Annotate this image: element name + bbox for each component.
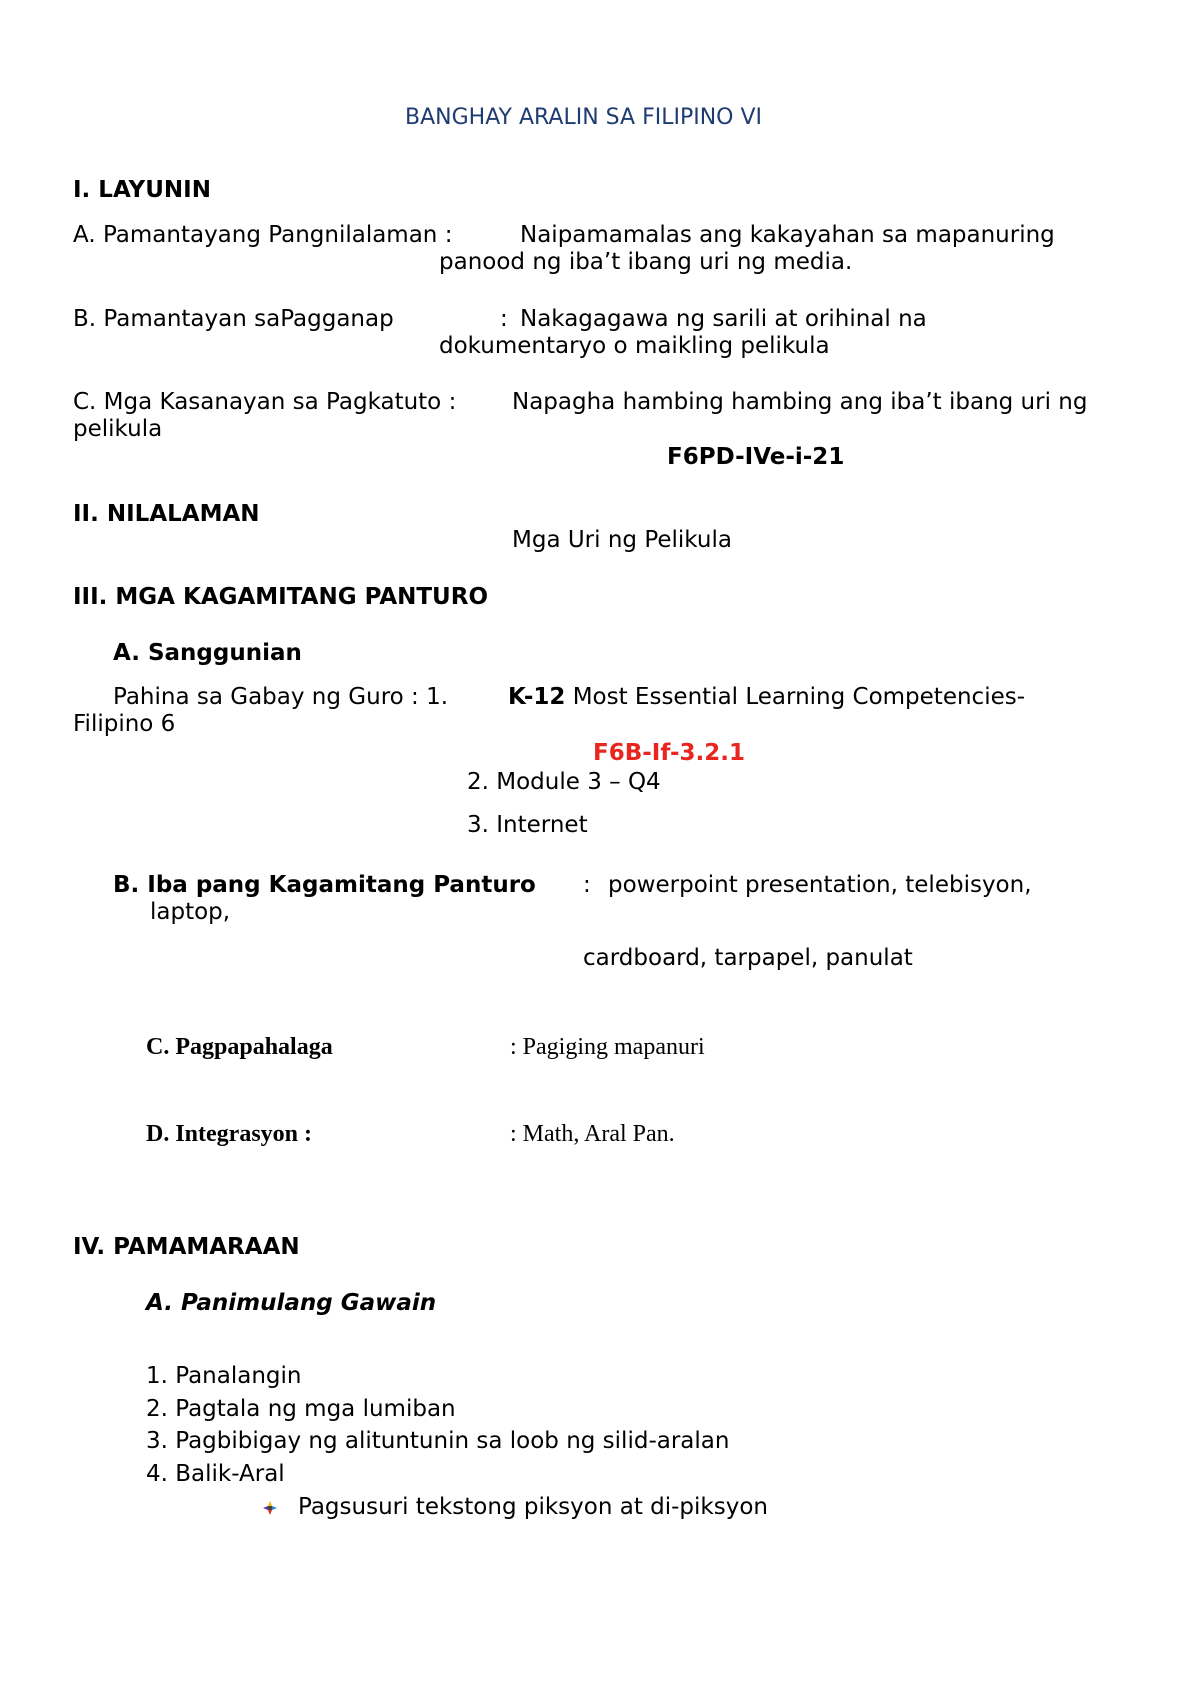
mga-kasanayan-value: Napagha hambing hambing ang iba’t ibang uri ng [512,389,1088,415]
pamantayang-pangnilalaman-label: A. Pamantayang Pangnilalaman : [73,222,453,248]
four-arrow-bullet-icon [262,1500,278,1516]
balik-aral-bullet-item: Pagsusuri tekstong piksyon at di-piksyon [298,1494,768,1520]
reference-item-1-bold: K-12 [508,684,566,710]
iba-pang-kagamitan-heading: B. Iba pang Kagamitang Panturo [113,872,536,898]
pamantayan-sa-pagganap-colon: : [500,306,508,332]
list-item: 2. Pagtala ng mga lumiban [146,1396,456,1422]
pamantayan-sa-pagganap-label: B. Pamantayan saPagganap [73,306,394,332]
section-kagamitan-heading: III. MGA KAGAMITANG PANTURO [73,584,488,610]
section-pamamaraan-heading: IV. PAMAMARAAN [73,1234,300,1260]
pamantayan-sa-pagganap-value-cont: dokumentaryo o maikling pelikula [439,333,830,359]
integrasyon-value: : Math, Aral Pan. [510,1121,675,1147]
pamantayang-pangnilalaman-value: Naipamamalas ang kakayahan sa mapanuring [520,222,1055,248]
list-item: 4. Balik-Aral [146,1461,285,1487]
section-layunin-heading: I. LAYUNIN [73,177,211,203]
panimulang-gawain-heading: A. Panimulang Gawain [146,1290,437,1316]
reference-item-1 [508,684,1025,711]
mga-kasanayan-label: C. Mga Kasanayan sa Pagkatuto : [73,389,457,415]
reference-item-3: 3. Internet [467,812,588,838]
pamantayang-pangnilalaman-value-cont: panood ng iba’t ibang uri ng media. [439,249,853,275]
pagpapahalaga-heading: C. Pagpapahalaga [146,1034,333,1060]
section-nilalaman-heading: II. NILALAMAN [73,501,260,527]
competency-code: F6PD-IVe-i-21 [667,444,845,470]
list-item: 1. Panalangin [146,1363,302,1389]
pagpapahalaga-value: : Pagiging mapanuri [510,1034,705,1060]
pahina-sa-gabay-label: Pahina sa Gabay ng Guro : 1. [113,684,449,710]
sanggunian-heading: A. Sanggunian [113,640,302,666]
mga-kasanayan-value-cont: pelikula [73,416,163,442]
document-title: BANGHAY ARALIN SA FILIPINO VI [405,105,763,130]
integrasyon-heading: D. Integrasyon : [146,1121,312,1147]
reference-item-1-rest: Most Essential Learning Competencies- [565,684,1026,710]
reference-item-2: 2. Module 3 – Q4 [467,769,661,795]
iba-pang-kagamitan-colon: : [583,872,591,898]
reference-item-1-cont: Filipino 6 [73,711,176,737]
pamantayan-sa-pagganap-value: Nakagagawa ng sarili at orihinal na [520,306,927,332]
iba-pang-kagamitan-value: powerpoint presentation, telebisyon, [608,872,1032,898]
list-item: 3. Pagbibigay ng alituntunin sa loob ng silid-aralan [146,1428,730,1454]
nilalaman-value: Mga Uri ng Pelikula [512,527,732,553]
iba-pang-kagamitan-value-cont: laptop, [150,899,231,925]
iba-pang-kagamitan-value-cont-2: cardboard, tarpapel, panulat [583,945,913,971]
reference-code: F6B-If-3.2.1 [593,740,745,766]
